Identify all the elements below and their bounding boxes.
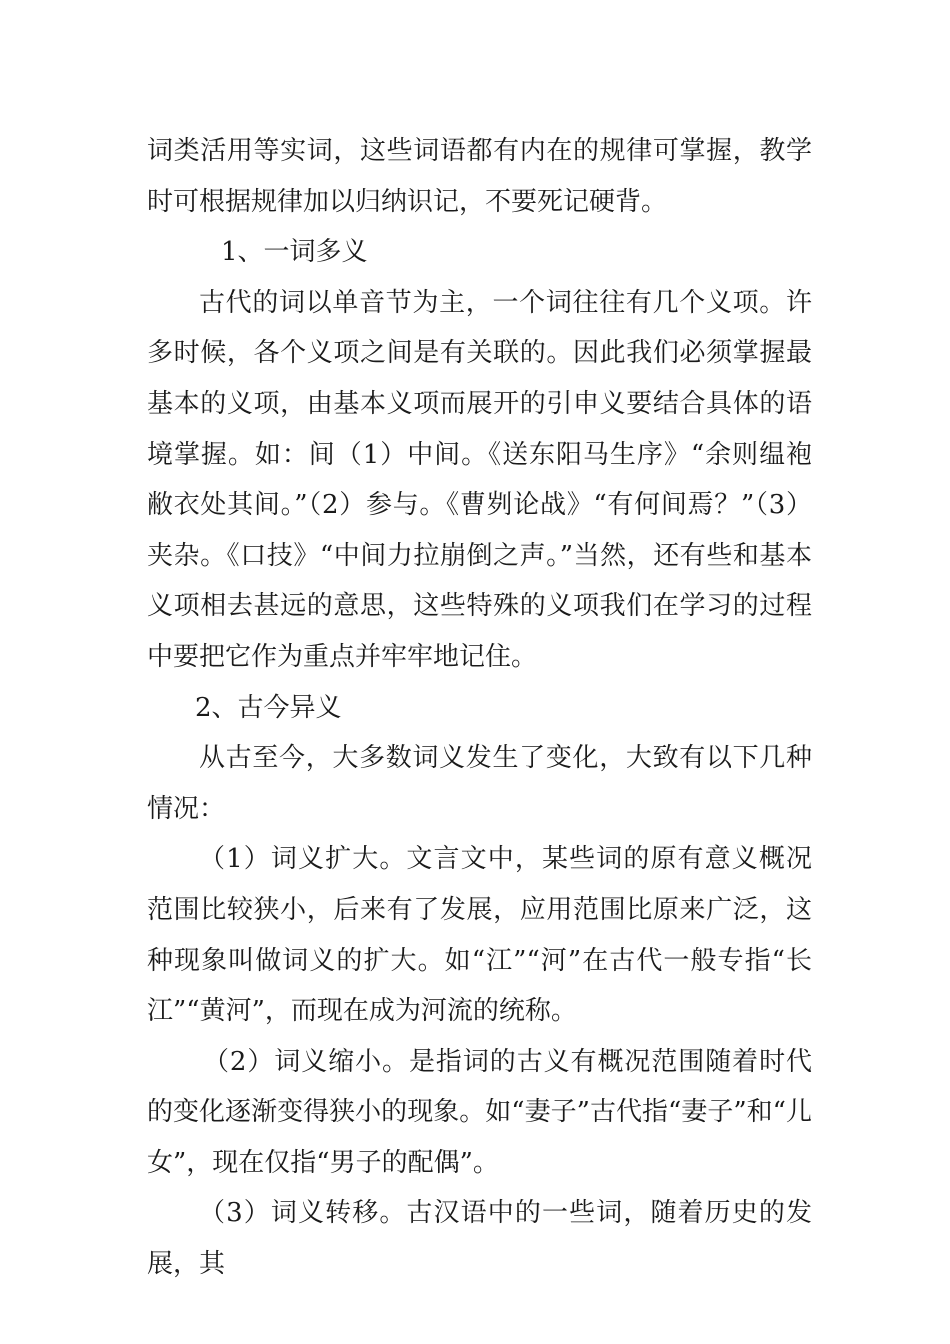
paragraph-polysemy: 古代的词以单音节为主，一个词往往有几个义项。许多时候，各个义项之间是有关联的。因此我们必须掌握最基本的义项，由基本义项而展开的引申义要结合具体的语境掌握。如：间（1）中间。《送东阳马生序》“余则缊袍敝衣处其间。”（2）参与。《曹刿论战》“有何间焉？”（3）夹杂。《口技》“中间力拉崩倒之声。”当然，还有些和基本义项相去甚远的意思，这些特殊的义项我们在学习的过程中要把它作为重点并牢牢地记住。 <box>147 287 812 672</box>
paragraph-meaning-change-intro: 从古至今，大多数词义发生了变化，大致有以下几种情况： <box>147 743 812 824</box>
heading-polysemy: 1、一词多义 <box>221 237 368 268</box>
heading-ancient-modern-meaning: 2、古今异义 <box>195 692 342 723</box>
paragraph-meaning-narrowing: （2）词义缩小。是指词的古义有概况范围随着时代的变化逐渐变得狭小的现象。如“妻子”古代指“妻子”和“儿女”，现在仅指“男子的配偶”。 <box>147 1046 812 1178</box>
paragraph-continued: 词类活用等实词，这些词语都有内在的规律可掌握，教学时可根据规律加以归纳识记，不要死记硬背。 <box>147 136 812 217</box>
paragraph-meaning-expansion: （1）词义扩大。文言文中，某些词的原有意义概况范围比较狭小，后来有了发展，应用范围比原来广泛，这种现象叫做词义的扩大。如“江”“河”在古代一般专指“长江”“黄河”，而现在成为河流的统称。 <box>147 844 812 1027</box>
paragraph-meaning-shift: （3）词义转移。古汉语中的一些词，随着历史的发展，其 <box>147 1198 812 1280</box>
body-text <box>147 126 812 1290</box>
